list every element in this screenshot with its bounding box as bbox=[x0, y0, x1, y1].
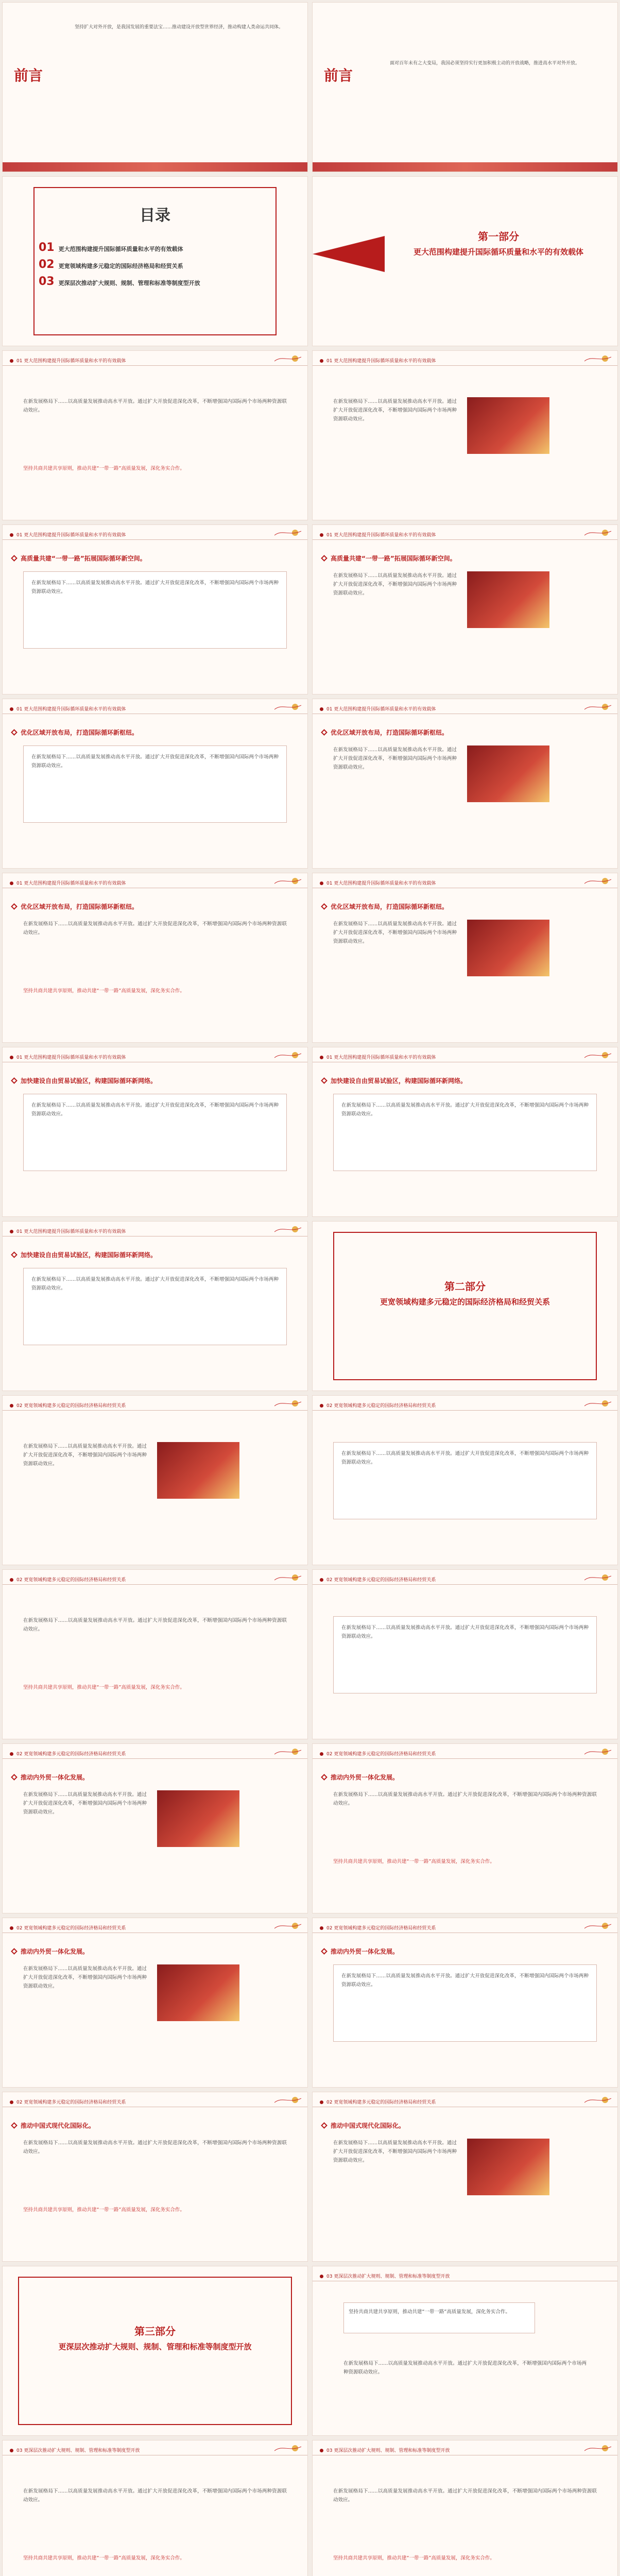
paragraph: 在新发展格局下……以高质量发展推动高水平开放。通过扩大开放促进深化改革，不断增强国内国际两个市场两种资源联动效应。 bbox=[333, 573, 457, 596]
illustration-image bbox=[157, 1442, 239, 1499]
section-subhead: 加快建设自由贸易试验区，构建国际循环新网络。 bbox=[12, 1250, 157, 1259]
paragraph: 在新发展格局下……以高质量发展推动高水平开放。通过扩大开放促进深化改革，不断增强国内国际两个市场两种资源联动效应。 bbox=[333, 2488, 597, 2503]
paragraph: 在新发展格局下……以高质量发展推动高水平开放。通过扩大开放促进深化改革，不断增强国内国际两个市场两种资源联动效应。 bbox=[31, 754, 279, 769]
part-title: 更宽领域构建多元稳定的国际经济格局和经贸关系 bbox=[380, 1297, 550, 1307]
header-rule bbox=[313, 539, 617, 540]
slide-part3[interactable] bbox=[2, 2266, 308, 2436]
toc-num: 01 bbox=[39, 241, 55, 254]
part-title: 更大范围构建提升国际循环质量和水平的有效载体 bbox=[413, 247, 583, 257]
slide-header: 01 更大范围构建提升国际循环质量和水平的有效载体 bbox=[3, 699, 307, 714]
slide-content[interactable] bbox=[312, 350, 618, 520]
flower-decoration-icon bbox=[274, 528, 301, 537]
slide-content[interactable] bbox=[312, 873, 618, 1043]
flower-decoration-icon bbox=[584, 2444, 611, 2453]
illustration-image bbox=[467, 571, 549, 628]
slide-content[interactable] bbox=[312, 1918, 618, 2088]
paragraph: 在新发展格局下……以高质量发展推动高水平开放。通过扩大开放促进深化改革，不断增强国内国际两个市场两种资源联动效应。 bbox=[31, 1277, 279, 1291]
slide-footer-band bbox=[313, 162, 617, 172]
slide-header: 02 更宽领域构建多元稳定的国际经济格局和经贸关系 bbox=[313, 1570, 617, 1584]
paragraph: 在新发展格局下……以高质量发展推动高水平开放。通过扩大开放促进深化改革，不断增强国内国际两个市场两种资源联动效应。 bbox=[343, 2361, 587, 2375]
slide-header: 02 更宽领域构建多元稳定的国际经济格局和经贸关系 bbox=[3, 1744, 307, 1758]
slide-header: 02 更宽领域构建多元稳定的国际经济格局和经贸关系 bbox=[3, 1918, 307, 1933]
slide-header: 02 更宽领域构建多元稳定的国际经济格局和经贸关系 bbox=[313, 1744, 617, 1758]
highlight-box bbox=[343, 2302, 535, 2333]
part3-heading bbox=[23, 2323, 287, 2352]
paragraph: 在新发展格局下……以高质量发展推动高水平开放。通过扩大开放促进深化改革，不断增强国内国际两个市场两种资源联动效应。 bbox=[23, 2488, 287, 2503]
slide-header: 03 更深层次推动扩大规则、规制、管理和标准等制度型开放 bbox=[313, 2441, 617, 2455]
slide-content[interactable] bbox=[312, 524, 618, 694]
paragraph-highlight: 坚持共商共建共享原则，推动共建“一带一路”高质量发展，深化务实合作。 bbox=[23, 2207, 185, 2213]
section-subhead: 推动内外贸一体化发展。 bbox=[322, 1773, 399, 1782]
flower-decoration-icon bbox=[584, 702, 611, 711]
flower-decoration-icon bbox=[274, 354, 301, 363]
section-subhead: 加快建设自由贸易试验区，构建国际循环新网络。 bbox=[322, 1076, 467, 1085]
header-rule bbox=[3, 365, 307, 366]
toc-num: 02 bbox=[39, 258, 55, 271]
slide-content[interactable] bbox=[312, 1395, 618, 1565]
slide-content[interactable] bbox=[2, 1569, 308, 1739]
section-subhead: 优化区域开放布局，打造国际循环新枢纽。 bbox=[12, 728, 138, 737]
toc-num: 03 bbox=[39, 275, 55, 288]
slide-header: 02 更宽领域构建多元稳定的国际经济格局和经贸关系 bbox=[3, 1396, 307, 1410]
section-subhead: 推动中国式现代化国际化。 bbox=[322, 2121, 405, 2130]
paragraph: 在新发展格局下……以高质量发展推动高水平开放。通过扩大开放促进深化改革，不断增强国内国际两个市场两种资源联动效应。 bbox=[341, 1451, 589, 1465]
part2-heading bbox=[338, 1278, 592, 1308]
part-label: 第二部分 bbox=[444, 1280, 486, 1293]
slide-intro-right[interactable] bbox=[312, 2, 618, 172]
header-rule bbox=[3, 539, 307, 540]
slide-header: 03 更深层次推动扩大规则、规制、管理和标准等制度型开放 bbox=[313, 2266, 617, 2281]
slide-content[interactable] bbox=[2, 1743, 308, 1913]
paragraph: 在新发展格局下……以高质量发展推动高水平开放。通过扩大开放促进深化改革，不断增强国内国际两个市场两种资源联动效应。 bbox=[333, 399, 457, 422]
header-rule bbox=[3, 1410, 307, 1411]
illustration-image bbox=[157, 1964, 239, 2021]
paragraph-highlight: 坚持共商共建共享原则，推动共建“一带一路”高质量发展，深化务实合作。 bbox=[333, 1859, 495, 1865]
illustration-image bbox=[157, 1790, 239, 1847]
paragraph: 在新发展格局下……以高质量发展推动高水平开放。通过扩大开放促进深化改革，不断增强国内国际两个市场两种资源联动效应。 bbox=[23, 1966, 147, 1989]
flower-decoration-icon bbox=[274, 2095, 301, 2105]
part-label: 第三部分 bbox=[134, 2325, 176, 2337]
slide-intro-left[interactable] bbox=[2, 2, 308, 172]
slide-content[interactable] bbox=[312, 1047, 618, 1217]
flower-decoration-icon bbox=[274, 876, 301, 886]
intro-text: 面对百年未有之大变局，我国必须坚持实行更加积极主动的开放战略，推进高水平对外开放。 bbox=[390, 61, 580, 66]
paragraph: 在新发展格局下……以高质量发展推动高水平开放。通过扩大开放促进深化改革，不断增强国内国际两个市场两种资源联动效应。 bbox=[23, 1618, 287, 1632]
flower-decoration-icon bbox=[274, 702, 301, 711]
slide-content[interactable] bbox=[2, 699, 308, 869]
slide-part2[interactable] bbox=[312, 1221, 618, 1391]
slide-header: 01 更大范围构建提升国际循环质量和水平的有效载体 bbox=[313, 1047, 617, 1062]
slide-header: 02 更宽领域构建多元稳定的国际经济格局和经贸关系 bbox=[313, 1396, 617, 1410]
part1-heading bbox=[390, 228, 607, 258]
slide-header: 01 更大范围构建提升国际循环质量和水平的有效载体 bbox=[3, 873, 307, 888]
slide-header: 01 更大范围构建提升国际循环质量和水平的有效载体 bbox=[313, 873, 617, 888]
slide-content[interactable] bbox=[2, 1221, 308, 1391]
paragraph-highlight: 坚持共商共建共享原则，推动共建“一带一路”高质量发展，深化务实合作。 bbox=[23, 466, 185, 471]
slide-header: 01 更大范围构建提升国际循环质量和水平的有效载体 bbox=[3, 525, 307, 539]
slide-header: 02 更宽领域构建多元稳定的国际经济格局和经贸关系 bbox=[313, 2092, 617, 2107]
toc-item-2[interactable] bbox=[39, 258, 183, 271]
flower-decoration-icon bbox=[584, 1921, 611, 1930]
paragraph: 在新发展格局下……以高质量发展推动高水平开放。通过扩大开放促进深化改革，不断增强国内国际两个市场两种资源联动效应。 bbox=[23, 921, 287, 936]
header-rule bbox=[3, 1758, 307, 1759]
flower-decoration-icon bbox=[584, 1573, 611, 1582]
slide-toc[interactable] bbox=[2, 176, 308, 346]
toc-title: 目录 bbox=[140, 207, 170, 225]
flower-decoration-icon bbox=[584, 2095, 611, 2105]
slide-content[interactable] bbox=[2, 873, 308, 1043]
toc-item-3[interactable] bbox=[39, 275, 200, 288]
paragraph: 在新发展格局下……以高质量发展推动高水平开放。通过扩大开放促进深化改革，不断增强国内国际两个市场两种资源联动效应。 bbox=[341, 1103, 589, 1117]
header-rule bbox=[313, 1410, 617, 1411]
section-subhead: 推动内外贸一体化发展。 bbox=[12, 1947, 89, 1956]
section-subhead: 优化区域开放布局，打造国际循环新枢纽。 bbox=[322, 902, 448, 911]
flower-decoration-icon bbox=[274, 1050, 301, 1060]
flower-decoration-icon bbox=[274, 1399, 301, 1408]
section-subhead: 高质量共建“一带一路”拓展国际循环新空间。 bbox=[322, 554, 456, 563]
slide-header: 01 更大范围构建提升国际循环质量和水平的有效载体 bbox=[3, 1222, 307, 1236]
section-subhead: 高质量共建“一带一路”拓展国际循环新空间。 bbox=[12, 554, 146, 563]
slide-content[interactable] bbox=[2, 2092, 308, 2262]
flower-decoration-icon bbox=[584, 354, 611, 363]
paragraph: 坚持共商共建共享原则，推动共建“一带一路”高质量发展，深化务实合作。 bbox=[349, 2309, 510, 2315]
section-subhead: 优化区域开放布局，打造国际循环新枢纽。 bbox=[12, 902, 138, 911]
section-subhead: 推动中国式现代化国际化。 bbox=[12, 2121, 95, 2130]
paragraph: 在新发展格局下……以高质量发展推动高水平开放。通过扩大开放促进深化改革，不断增强国内国际两个市场两种资源联动效应。 bbox=[23, 1792, 147, 1815]
paragraph: 在新发展格局下……以高质量发展推动高水平开放。通过扩大开放促进深化改革，不断增强国内国际两个市场两种资源联动效应。 bbox=[23, 1444, 147, 1467]
slide-content[interactable] bbox=[312, 2092, 618, 2262]
slide-content[interactable] bbox=[2, 1918, 308, 2088]
header-rule bbox=[313, 1758, 617, 1759]
paragraph: 在新发展格局下……以高质量发展推动高水平开放。通过扩大开放促进深化改革，不断增强国内国际两个市场两种资源联动效应。 bbox=[23, 2140, 287, 2155]
slide-header: 02 更宽领域构建多元稳定的国际经济格局和经贸关系 bbox=[3, 1570, 307, 1584]
content-rows bbox=[2, 350, 618, 2262]
paragraph: 在新发展格局下……以高质量发展推动高水平开放。通过扩大开放促进深化改革，不断增强国内国际两个市场两种资源联动效应。 bbox=[341, 1625, 589, 1639]
paragraph: 在新发展格局下……以高质量发展推动高水平开放。通过扩大开放促进深化改革，不断增强国内国际两个市场两种资源联动效应。 bbox=[333, 921, 457, 944]
illustration-image bbox=[467, 2139, 549, 2195]
paragraph: 在新发展格局下……以高质量发展推动高水平开放。通过扩大开放促进深化改革，不断增强国内国际两个市场两种资源联动效应。 bbox=[333, 747, 457, 770]
toc-text: 更深层次推动扩大规则、规制、管理和标准等制度型开放 bbox=[58, 280, 200, 286]
flower-decoration-icon bbox=[584, 1747, 611, 1756]
header-rule bbox=[3, 1584, 307, 1585]
paragraph: 在新发展格局下……以高质量发展推动高水平开放。通过扩大开放促进深化改革，不断增强国内国际两个市场两种资源联动效应。 bbox=[341, 1973, 589, 1988]
slide-content[interactable] bbox=[312, 2266, 618, 2436]
slide-content[interactable] bbox=[2, 524, 308, 694]
slide-content[interactable] bbox=[312, 2440, 618, 2576]
toc-text: 更宽领域构建多元稳定的国际经济格局和经贸关系 bbox=[58, 263, 183, 269]
toc-item-1[interactable] bbox=[39, 241, 183, 254]
slide-content[interactable] bbox=[2, 1395, 308, 1565]
intro-text: 坚持扩大对外开放，是我国发展的重要法宝……推动建设开放型世界经济，推动构建人类命运共同体。 bbox=[75, 25, 284, 30]
slide-content[interactable] bbox=[2, 2440, 308, 2576]
header-rule bbox=[313, 1584, 617, 1585]
flower-decoration-icon bbox=[584, 876, 611, 886]
slide-header: 01 更大范围构建提升国际循环质量和水平的有效载体 bbox=[313, 699, 617, 714]
slide-header: 02 更宽领域构建多元稳定的国际经济格局和经贸关系 bbox=[3, 2092, 307, 2107]
slide-header: 01 更大范围构建提升国际循环质量和水平的有效载体 bbox=[3, 351, 307, 365]
slide-part1[interactable] bbox=[312, 176, 618, 346]
flower-decoration-icon bbox=[274, 1225, 301, 1234]
header-rule bbox=[313, 365, 617, 366]
flower-decoration-icon bbox=[584, 528, 611, 537]
intro-title: 前言 bbox=[324, 67, 353, 84]
paragraph: 在新发展格局下……以高质量发展推动高水平开放。通过扩大开放促进深化改革，不断增强国内国际两个市场两种资源联动效应。 bbox=[31, 580, 279, 595]
flower-decoration-icon bbox=[584, 1050, 611, 1060]
paragraph-highlight: 坚持共商共建共享原则，推动共建“一带一路”高质量发展，深化务实合作。 bbox=[23, 2555, 185, 2561]
paragraph: 在新发展格局下……以高质量发展推动高水平开放。通过扩大开放促进深化改革，不断增强国内国际两个市场两种资源联动效应。 bbox=[23, 399, 287, 413]
toc-text: 更大范围构建提升国际循环质量和水平的有效载体 bbox=[58, 246, 183, 252]
section-subhead: 优化区域开放布局，打造国际循环新枢纽。 bbox=[322, 728, 448, 737]
ribbon-decoration bbox=[313, 233, 385, 275]
paragraph-highlight: 坚持共商共建共享原则，推动共建“一带一路”高质量发展，深化务实合作。 bbox=[333, 2555, 495, 2561]
slide-content[interactable] bbox=[312, 1743, 618, 1913]
part-title: 更深层次推动扩大规则、规制、管理和标准等制度型开放 bbox=[58, 2342, 252, 2351]
slide-header: 03 更深层次推动扩大规则、规制、管理和标准等制度型开放 bbox=[3, 2441, 307, 2455]
illustration-image bbox=[467, 397, 549, 454]
slide-header: 01 更大范围构建提升国际循环质量和水平的有效载体 bbox=[3, 1047, 307, 1062]
slide-content[interactable] bbox=[312, 1569, 618, 1739]
slide-content[interactable] bbox=[2, 1047, 308, 1217]
slide-footer-band bbox=[3, 162, 307, 172]
part-label: 第一部分 bbox=[478, 230, 519, 243]
paragraph-highlight: 坚持共商共建共享原则，推动共建“一带一路”高质量发展，深化务实合作。 bbox=[23, 988, 185, 994]
slide-header: 01 更大范围构建提升国际循环质量和水平的有效载体 bbox=[313, 525, 617, 539]
section-subhead: 推动内外贸一体化发展。 bbox=[12, 1773, 89, 1782]
illustration-image bbox=[467, 745, 549, 802]
slide-grid bbox=[0, 2, 620, 2576]
illustration-image bbox=[467, 920, 549, 976]
slide-content[interactable] bbox=[2, 350, 308, 520]
flower-decoration-icon bbox=[274, 2444, 301, 2453]
content-rows-2 bbox=[2, 2440, 618, 2576]
paragraph-highlight: 坚持共商共建共享原则，推动共建“一带一路”高质量发展，深化务实合作。 bbox=[23, 1685, 185, 1690]
paragraph: 在新发展格局下……以高质量发展推动高水平开放。通过扩大开放促进深化改革，不断增强国内国际两个市场两种资源联动效应。 bbox=[31, 1103, 279, 1117]
flower-decoration-icon bbox=[584, 1399, 611, 1408]
section-subhead: 加快建设自由贸易试验区，构建国际循环新网络。 bbox=[12, 1076, 157, 1085]
section-subhead: 推动内外贸一体化发展。 bbox=[322, 1947, 399, 1956]
flower-decoration-icon bbox=[274, 1573, 301, 1582]
slide-header: 01 更大范围构建提升国际循环质量和水平的有效载体 bbox=[313, 351, 617, 365]
intro-title: 前言 bbox=[14, 67, 43, 84]
slide-header: 02 更宽领域构建多元稳定的国际经济格局和经贸关系 bbox=[313, 1918, 617, 1933]
paragraph: 在新发展格局下……以高质量发展推动高水平开放。通过扩大开放促进深化改革，不断增强国内国际两个市场两种资源联动效应。 bbox=[333, 1792, 597, 1806]
flower-decoration-icon bbox=[274, 1921, 301, 1930]
paragraph: 在新发展格局下……以高质量发展推动高水平开放。通过扩大开放促进深化改革，不断增强国内国际两个市场两种资源联动效应。 bbox=[333, 2140, 457, 2163]
slide-content[interactable] bbox=[312, 699, 618, 869]
flower-decoration-icon bbox=[274, 1747, 301, 1756]
